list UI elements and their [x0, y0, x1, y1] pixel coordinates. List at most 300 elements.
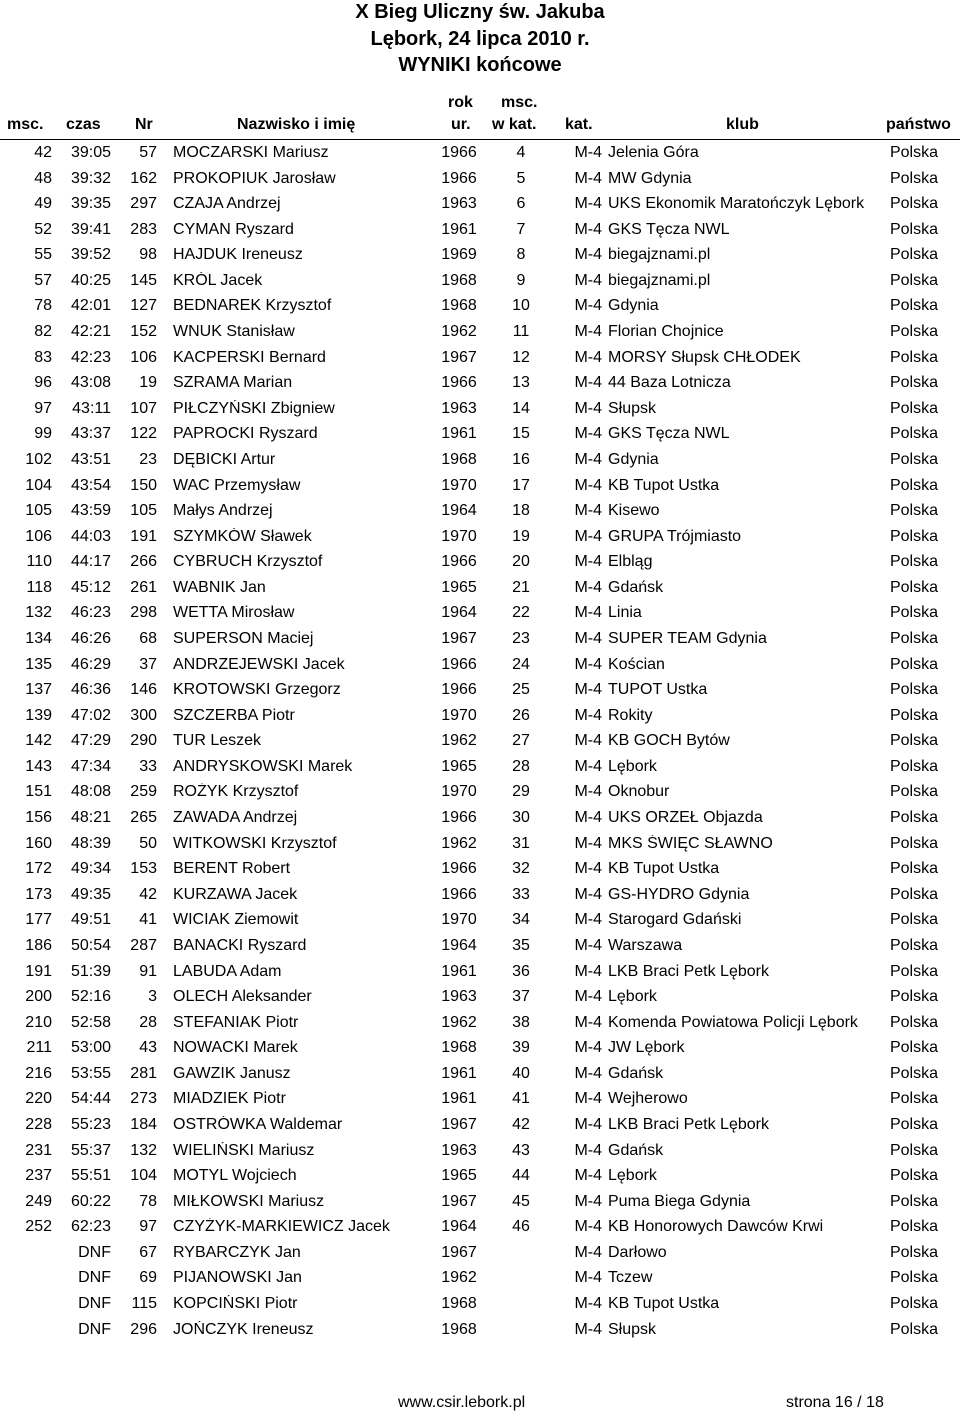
cell-club: Wejherowo: [608, 1090, 688, 1108]
column-header-klub: klub: [726, 116, 759, 133]
document-subtitle: Lębork, 24 lipca 2010 r.: [370, 28, 590, 50]
cell-birth-year: 1969: [441, 246, 477, 264]
table-row: [0, 907, 960, 933]
cell-category: M-4: [574, 399, 602, 417]
cell-bib-number: 91: [139, 962, 157, 980]
cell-time: 46:23: [70, 604, 111, 622]
cell-time: 52:58: [70, 1013, 111, 1031]
cell-bib-number: 281: [130, 1064, 157, 1082]
cell-time: 43:51: [70, 450, 111, 468]
cell-country: Polska: [880, 1014, 938, 1032]
cell-country: Polska: [880, 1244, 938, 1262]
cell-country: Polska: [880, 579, 938, 597]
cell-category-place: 5: [516, 169, 526, 187]
table-row: [0, 140, 960, 166]
cell-category: M-4: [574, 604, 602, 622]
cell-birth-year: 1962: [441, 732, 477, 750]
cell-birth-year: 1964: [441, 502, 477, 520]
cell-country: Polska: [880, 1039, 938, 1057]
cell-name: KOPCIŃSKI Piotr: [173, 1295, 298, 1313]
column-header-year-top: rok: [448, 94, 473, 111]
cell-category: M-4: [574, 860, 602, 878]
cell-birth-year: 1965: [441, 1167, 477, 1185]
column-header-nr: Nr: [135, 116, 153, 133]
table-row: [0, 703, 960, 729]
cell-name: SZYMKÓW Sławek: [173, 527, 312, 545]
cell-country: Polska: [880, 1321, 938, 1339]
cell-country: Polska: [880, 656, 938, 674]
column-header-msc: msc.: [7, 116, 44, 133]
cell-category: M-4: [574, 809, 602, 827]
cell-time: 43:37: [70, 425, 111, 443]
cell-bib-number: 41: [139, 911, 157, 929]
table-row: [0, 166, 960, 192]
cell-category: M-4: [574, 1141, 602, 1159]
cell-bib-number: 184: [130, 1115, 157, 1133]
cell-category: M-4: [574, 681, 602, 699]
cell-place: 52: [34, 220, 52, 238]
cell-name: NOWACKI Marek: [173, 1039, 298, 1057]
cell-place: 49: [34, 195, 52, 213]
cell-bib-number: 298: [130, 604, 157, 622]
cell-time: 54:44: [70, 1090, 111, 1108]
cell-bib-number: 57: [139, 144, 157, 161]
cell-country: Polska: [880, 707, 938, 725]
cell-club: MW Gdynia: [608, 169, 692, 187]
cell-place: 237: [25, 1167, 52, 1185]
cell-club: Kisewo: [608, 502, 660, 520]
cell-club: Darłowo: [608, 1243, 667, 1261]
cell-category: M-4: [574, 195, 602, 213]
cell-place: 104: [25, 476, 52, 494]
cell-birth-year: 1966: [441, 681, 477, 699]
table-row: [0, 345, 960, 371]
cell-bib-number: 104: [130, 1167, 157, 1185]
cell-country: Polska: [880, 170, 938, 188]
cell-category-place: 17: [512, 476, 530, 494]
cell-category-place: 14: [512, 399, 530, 417]
cell-time: DNF: [78, 1269, 111, 1287]
cell-name: OSTRÓWKA Waldemar: [173, 1115, 343, 1133]
cell-country: Polska: [880, 221, 938, 239]
cell-category: M-4: [574, 374, 602, 392]
table-row: [0, 831, 960, 857]
cell-category: M-4: [574, 476, 602, 494]
cell-bib-number: 265: [130, 809, 157, 827]
cell-place: 228: [25, 1115, 52, 1133]
cell-club: MORSY Słupsk CHŁODEK: [608, 348, 801, 366]
cell-category: M-4: [574, 1039, 602, 1057]
cell-name: STEFANIAK Piotr: [173, 1013, 299, 1031]
cell-bib-number: 23: [139, 450, 157, 468]
table-row: [0, 268, 960, 294]
cell-name: MIADZIEK Piotr: [173, 1090, 286, 1108]
cell-name: ANDRYSKOWSKI Marek: [173, 757, 353, 775]
cell-country: Polska: [880, 1193, 938, 1211]
cell-birth-year: 1962: [441, 1269, 477, 1287]
cell-category-place: 44: [512, 1167, 530, 1185]
cell-time: 39:41: [70, 220, 111, 238]
cell-club: Gdańsk: [608, 578, 664, 596]
cell-club: Gdańsk: [608, 1064, 664, 1082]
table-row: [0, 984, 960, 1010]
cell-club: 44 Baza Lotnicza: [608, 374, 731, 392]
cell-category: M-4: [574, 271, 602, 289]
cell-bib-number: 28: [139, 1013, 157, 1031]
cell-category-place: 25: [512, 681, 530, 699]
cell-place: 177: [25, 911, 52, 929]
cell-category-place: 22: [512, 604, 530, 622]
cell-time: 62:23: [70, 1218, 111, 1236]
cell-club: Florian Chojnice: [608, 323, 724, 341]
cell-category: M-4: [574, 578, 602, 596]
cell-category-place: 35: [512, 936, 530, 954]
cell-place: 96: [34, 374, 52, 392]
table-row: [0, 217, 960, 243]
cell-place: 231: [25, 1141, 52, 1159]
cell-club: Lębork: [608, 757, 657, 775]
table-row: [0, 447, 960, 473]
cell-category: M-4: [574, 527, 602, 545]
cell-category-place: 24: [512, 655, 530, 673]
cell-place: 55: [34, 246, 52, 264]
cell-club: Linia: [608, 604, 642, 622]
cell-time: 46:26: [70, 629, 111, 647]
table-row: [0, 652, 960, 678]
cell-name: RYBARCZYK Jan: [173, 1243, 301, 1261]
cell-name: TUR Leszek: [173, 732, 262, 750]
table-row: [0, 933, 960, 959]
cell-category: M-4: [574, 885, 602, 903]
cell-country: Polska: [880, 323, 938, 341]
cell-category-place: 15: [512, 425, 530, 443]
cell-bib-number: 259: [130, 783, 157, 801]
column-header-mk-top: msc.: [501, 94, 538, 111]
cell-country: Polska: [880, 246, 938, 264]
cell-category: M-4: [574, 757, 602, 775]
cell-bib-number: 68: [139, 629, 157, 647]
footer-website: www.csir.lebork.pl: [398, 1394, 526, 1411]
cell-place: 83: [34, 348, 52, 366]
cell-category-place: 31: [512, 834, 530, 852]
cell-birth-year: 1966: [441, 809, 477, 827]
cell-name: WAC Przemysław: [173, 476, 301, 494]
table-row: [0, 473, 960, 499]
cell-category: M-4: [574, 220, 602, 238]
column-header-czas: czas: [66, 116, 101, 133]
cell-bib-number: 97: [139, 1218, 157, 1236]
results-table: [0, 140, 960, 1342]
document-title: X Bieg Uliczny św. Jakuba: [355, 1, 605, 23]
table-row: [0, 498, 960, 524]
cell-category-place: 12: [512, 348, 530, 366]
cell-category-place: 30: [512, 809, 530, 827]
cell-country: Polska: [880, 374, 938, 392]
table-row: [0, 600, 960, 626]
table-row: [0, 1163, 960, 1189]
cell-club: UKS ORZEŁ Objazda: [608, 809, 763, 827]
cell-category-place: 21: [512, 578, 530, 596]
cell-category-place: 13: [512, 374, 530, 392]
cell-bib-number: 42: [139, 885, 157, 903]
cell-bib-number: 273: [130, 1090, 157, 1108]
cell-country: Polska: [880, 809, 938, 827]
cell-place: 160: [25, 834, 52, 852]
cell-country: Polska: [880, 400, 938, 418]
cell-category: M-4: [574, 1269, 602, 1287]
cell-name: ANDRZEJEWSKI Jacek: [173, 655, 345, 673]
cell-birth-year: 1967: [441, 1243, 477, 1261]
cell-time: 39:35: [70, 195, 111, 213]
cell-bib-number: 3: [148, 988, 157, 1006]
cell-time: DNF: [78, 1243, 111, 1261]
cell-birth-year: 1961: [441, 425, 477, 443]
cell-club: Lębork: [608, 1167, 657, 1185]
cell-birth-year: 1968: [441, 1039, 477, 1057]
cell-category-place: 45: [512, 1192, 530, 1210]
cell-birth-year: 1964: [441, 1218, 477, 1236]
cell-time: 49:51: [70, 911, 111, 929]
cell-birth-year: 1970: [441, 783, 477, 801]
cell-time: 44:17: [70, 553, 111, 571]
column-header-panstwo: państwo: [886, 116, 951, 133]
cell-club: Gdynia: [608, 450, 659, 468]
cell-time: DNF: [78, 1295, 111, 1313]
cell-bib-number: 145: [130, 271, 157, 289]
cell-bib-number: 296: [130, 1320, 157, 1338]
cell-bib-number: 290: [130, 732, 157, 750]
cell-category-place: 38: [512, 1013, 530, 1031]
cell-category: M-4: [574, 502, 602, 520]
cell-country: Polska: [880, 451, 938, 469]
table-row: [0, 779, 960, 805]
cell-club: Słupsk: [608, 399, 657, 417]
cell-bib-number: 69: [139, 1269, 157, 1287]
cell-club: Rokity: [608, 706, 653, 724]
cell-birth-year: 1965: [441, 757, 477, 775]
table-row: [0, 728, 960, 754]
table-row: [0, 370, 960, 396]
table-row: [0, 575, 960, 601]
cell-time: 47:34: [70, 757, 111, 775]
table-row: [0, 396, 960, 422]
cell-time: 55:23: [70, 1115, 111, 1133]
table-row: [0, 1061, 960, 1087]
cell-club: biegajznami.pl: [608, 246, 711, 264]
cell-country: Polska: [880, 195, 938, 213]
cell-birth-year: 1962: [441, 323, 477, 341]
cell-category-place: 32: [512, 860, 530, 878]
cell-name: BERENT Robert: [173, 860, 291, 878]
cell-birth-year: 1968: [441, 271, 477, 289]
cell-country: Polska: [880, 425, 938, 443]
cell-place: 78: [34, 297, 52, 315]
cell-place: 110: [26, 553, 52, 571]
table-row: [0, 293, 960, 319]
cell-category: M-4: [574, 962, 602, 980]
cell-name: WITKOWSKI Krzysztof: [173, 834, 337, 852]
cell-birth-year: 1962: [441, 1013, 477, 1031]
cell-country: Polska: [880, 681, 938, 699]
cell-place: 210: [25, 1013, 52, 1031]
cell-country: Polska: [880, 630, 938, 648]
table-row: [0, 1112, 960, 1138]
cell-category-place: 29: [512, 783, 530, 801]
cell-bib-number: 98: [139, 246, 157, 264]
cell-category-place: 27: [512, 732, 530, 750]
document-section-title: WYNIKI końcowe: [398, 54, 562, 76]
cell-time: 52:16: [70, 988, 111, 1006]
cell-name: BANACKI Ryszard: [173, 936, 307, 954]
cell-place: 99: [34, 425, 52, 443]
cell-time: 49:35: [70, 885, 111, 903]
cell-club: Gdańsk: [608, 1141, 664, 1159]
cell-club: Słupsk: [608, 1320, 657, 1338]
cell-category-place: 7: [516, 220, 526, 238]
table-row: [0, 421, 960, 447]
cell-name: SZCZERBA Piotr: [173, 706, 295, 724]
cell-birth-year: 1961: [441, 1064, 477, 1082]
cell-birth-year: 1966: [441, 885, 477, 903]
footer-page-number: strona 16 / 18: [786, 1394, 884, 1411]
cell-country: Polska: [880, 1065, 938, 1083]
cell-name: PAPROCKI Ryszard: [173, 425, 318, 443]
cell-place: 151: [25, 783, 52, 801]
column-header-name: Nazwisko i imię: [237, 116, 356, 133]
cell-bib-number: 106: [130, 348, 157, 366]
cell-time: 42:01: [70, 297, 111, 315]
cell-country: Polska: [880, 835, 938, 853]
cell-category: M-4: [574, 169, 602, 187]
cell-category-place: 40: [512, 1064, 530, 1082]
cell-name: MIŁKOWSKI Mariusz: [173, 1192, 325, 1210]
cell-name: PROKOPIUK Jarosław: [173, 169, 336, 187]
cell-club: KB Tupot Ustka: [608, 476, 720, 494]
cell-time: 55:51: [70, 1167, 111, 1185]
table-row: [0, 882, 960, 908]
cell-time: 43:59: [70, 502, 111, 520]
cell-club: Kościan: [608, 655, 665, 673]
cell-birth-year: 1970: [441, 911, 477, 929]
cell-birth-year: 1967: [441, 629, 477, 647]
cell-country: Polska: [880, 477, 938, 495]
cell-category: M-4: [574, 1295, 602, 1313]
cell-time: 39:52: [70, 246, 111, 264]
cell-name: ROŻYK Krzysztof: [173, 783, 299, 801]
cell-club: GKS Tęcza NWL: [608, 220, 730, 238]
cell-country: Polska: [880, 911, 938, 929]
cell-place: 137: [25, 681, 52, 699]
cell-birth-year: 1966: [441, 655, 477, 673]
cell-country: Polska: [880, 988, 938, 1006]
table-row: [0, 1086, 960, 1112]
cell-birth-year: 1968: [441, 1320, 477, 1338]
table-row: [0, 319, 960, 345]
cell-club: Oknobur: [608, 783, 670, 801]
cell-category: M-4: [574, 732, 602, 750]
cell-birth-year: 1961: [441, 1090, 477, 1108]
cell-category: M-4: [574, 246, 602, 264]
cell-category: M-4: [574, 1013, 602, 1031]
cell-country: Polska: [880, 1090, 938, 1108]
cell-place: 139: [25, 706, 52, 724]
cell-time: 51:39: [70, 962, 111, 980]
cell-bib-number: 78: [139, 1192, 157, 1210]
cell-country: Polska: [880, 349, 938, 367]
table-row: [0, 754, 960, 780]
cell-category: M-4: [574, 323, 602, 341]
cell-name: DĘBICKI Artur: [173, 450, 276, 468]
cell-place: 97: [34, 399, 52, 417]
table-row: [0, 524, 960, 550]
cell-country: Polska: [880, 963, 938, 981]
cell-category: M-4: [574, 629, 602, 647]
cell-category: M-4: [574, 1167, 602, 1185]
cell-birth-year: 1970: [441, 476, 477, 494]
cell-country: Polska: [880, 604, 938, 622]
cell-birth-year: 1967: [441, 1192, 477, 1210]
cell-bib-number: 150: [130, 476, 157, 494]
cell-category-place: 16: [512, 450, 530, 468]
cell-country: Polska: [880, 860, 938, 878]
table-row: [0, 959, 960, 985]
cell-category: M-4: [574, 1243, 602, 1261]
cell-time: 53:55: [70, 1064, 111, 1082]
cell-place: 118: [26, 578, 52, 596]
cell-country: Polska: [880, 1167, 938, 1185]
cell-place: 156: [25, 809, 52, 827]
cell-country: Polska: [880, 528, 938, 546]
cell-category-place: 9: [516, 271, 526, 289]
cell-name: JOŃCZYK Ireneusz: [173, 1320, 314, 1338]
cell-category-place: 10: [512, 297, 530, 315]
cell-name: HAJDUK Ireneusz: [173, 246, 303, 264]
cell-place: 143: [25, 757, 52, 775]
cell-birth-year: 1962: [441, 834, 477, 852]
table-row: [0, 805, 960, 831]
table-row: [0, 677, 960, 703]
cell-category-place: 43: [512, 1141, 530, 1159]
table-row: [0, 242, 960, 268]
cell-category: M-4: [574, 783, 602, 801]
cell-birth-year: 1961: [441, 220, 477, 238]
cell-time: 43:08: [70, 374, 111, 392]
cell-category: M-4: [574, 936, 602, 954]
cell-place: 186: [25, 936, 52, 954]
cell-time: 43:54: [70, 476, 111, 494]
cell-country: Polska: [880, 502, 938, 520]
cell-time: 43:11: [72, 399, 111, 417]
cell-category-place: 28: [512, 757, 530, 775]
cell-name: KRÓL Jacek: [173, 271, 263, 289]
table-row: [0, 1138, 960, 1164]
cell-bib-number: 127: [130, 297, 157, 315]
cell-bib-number: 191: [130, 527, 157, 545]
cell-time: 39:05: [70, 144, 111, 161]
cell-category: M-4: [574, 297, 602, 315]
cell-country: Polska: [880, 1142, 938, 1160]
cell-country: Polska: [880, 732, 938, 750]
cell-category-place: 4: [516, 144, 526, 161]
cell-country: Polska: [880, 297, 938, 315]
cell-bib-number: 19: [139, 374, 157, 392]
cell-time: 46:29: [70, 655, 111, 673]
cell-club: GRUPA Trójmiasto: [608, 527, 742, 545]
cell-category: M-4: [574, 1115, 602, 1133]
cell-category: M-4: [574, 1320, 602, 1338]
table-row: [0, 626, 960, 652]
cell-club: Starogard Gdański: [608, 911, 742, 929]
